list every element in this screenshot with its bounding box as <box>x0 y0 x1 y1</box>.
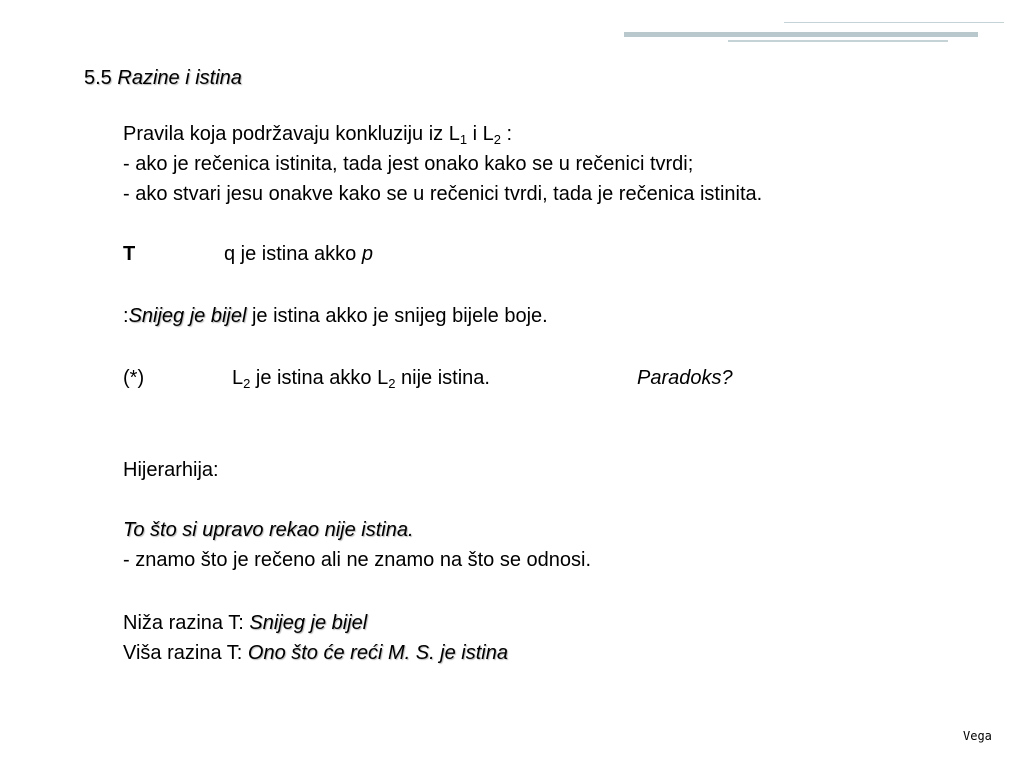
example-rest: je istina akko je snijeg bijele boje. <box>246 305 548 327</box>
hierarchy-quote-text: To što si upravo rekao nije istina <box>123 519 408 541</box>
decorative-line-bottom <box>728 40 948 42</box>
slide-heading <box>84 66 242 90</box>
lower-level-label: Niža razina T: <box>123 612 250 634</box>
lower-level-value: Snijeg je bijel <box>249 612 368 634</box>
rules-intro-prefix: Pravila koja podržavaju konkluziju iz L <box>123 123 460 145</box>
higher-level <box>123 639 508 667</box>
rule-line-2: - ako stvari jesu onakve kako se u rečenici tvrdi, tada je rečenica istinita. <box>123 183 763 205</box>
paradox-mid: je istina akko L <box>250 367 389 389</box>
section-number: 5.5 <box>84 67 112 89</box>
hierarchy-quote <box>123 516 414 544</box>
rule-line-1: - ako je rečenica istinita, tada jest onako kako se u rečenici tvrdi; <box>123 153 694 175</box>
hierarchy-note: - znamo što je rečeno ali ne znamo na što se odnosi. <box>123 549 592 571</box>
paradox-question: Paradoks? <box>637 367 733 389</box>
schema-text: q je istina akko <box>224 243 362 265</box>
rules-intro-suffix: : <box>501 123 513 145</box>
example-colon: : <box>123 305 129 327</box>
higher-level-value: Ono što će reći M. S. je istina <box>247 642 508 664</box>
schema-t <box>123 240 373 268</box>
schema-variable: p <box>361 243 373 265</box>
example-snow <box>123 302 548 330</box>
schema-label: T <box>123 243 136 265</box>
hierarchy-label: Hijerarhija: <box>123 459 219 481</box>
paradox-l-a: L <box>232 367 244 389</box>
rules-intro-sub2: 2 <box>493 132 501 147</box>
paradox-sub-b: 2 <box>388 376 396 391</box>
lower-level <box>123 609 367 637</box>
paradox-marker: (*) <box>123 367 145 389</box>
example-quote: Snijeg je bijel <box>128 305 247 327</box>
rules-intro-mid: i L <box>467 123 494 145</box>
section-title: Razine i istina <box>117 67 242 89</box>
rules-intro-sub1: 1 <box>459 132 468 147</box>
rules-intro <box>123 120 512 148</box>
paradox-end: nije istina. <box>395 367 490 389</box>
paradox-line <box>123 364 733 392</box>
paradox-statement <box>232 364 490 392</box>
hierarchy-quote-end: . <box>407 519 414 541</box>
higher-level-label: Viša razina T: <box>123 642 248 664</box>
decorative-line-top <box>784 22 1004 23</box>
paradox-sub-a: 2 <box>243 376 251 391</box>
decorative-line-middle <box>624 32 978 37</box>
footer-author: Vega <box>963 729 992 743</box>
schema-formula <box>224 240 373 268</box>
